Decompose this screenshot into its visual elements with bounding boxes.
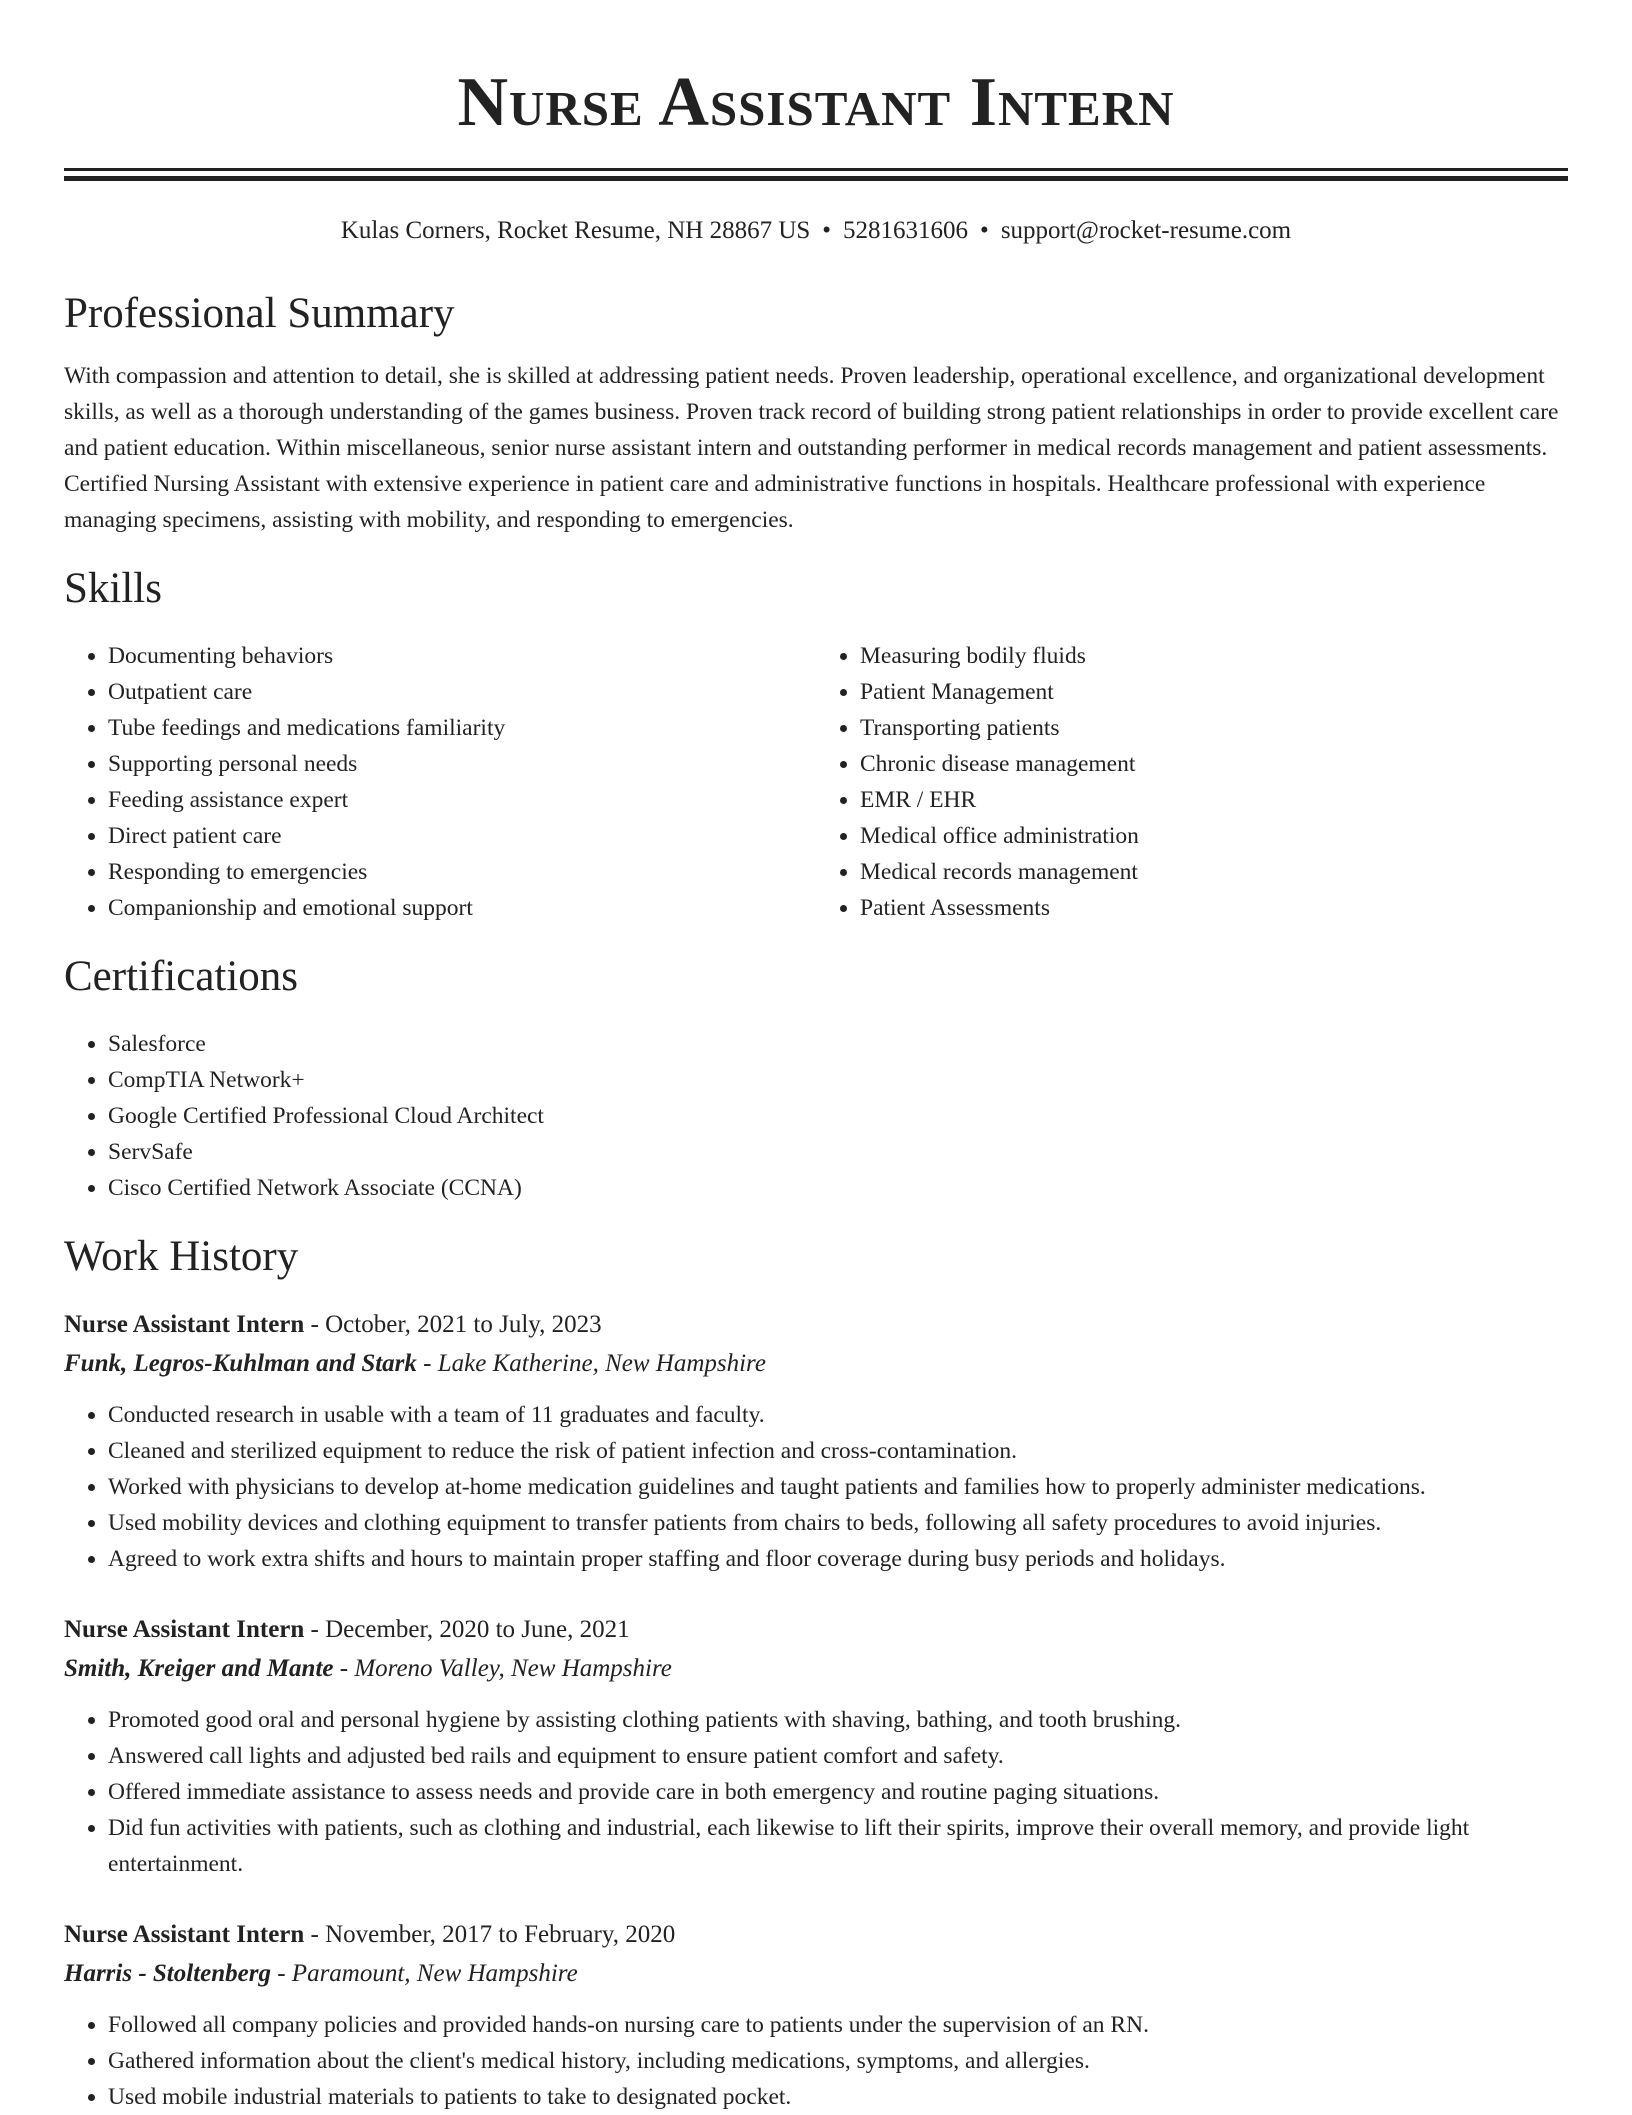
skill-item: • Chronic disease management: [860, 746, 1568, 782]
certification-item: • Salesforce: [108, 1026, 1568, 1062]
skill-item: • Medical office administration: [860, 818, 1568, 854]
job-title-line: [64, 1306, 1568, 1344]
job-location: - Paramount, New Hampshire: [270, 1960, 578, 1987]
job-title-line: [64, 1916, 1568, 1954]
job-title: Nurse Assistant Intern: [64, 1616, 305, 1643]
job-bullet: • Agreed to work extra shifts and hours to maintain proper staffing and floor coverage during busy periods and holidays.: [108, 1541, 1568, 1577]
job-company: Smith, Kreiger and Mante: [64, 1655, 334, 1682]
job-bullet: • Used mobile industrial materials to patients to take to designated pocket.: [108, 2079, 1568, 2115]
summary-text: With compassion and attention to detail, she is skilled at addressing patient needs. Proven leadership, operational excellence, and organizational development skills, as well as a thorough understanding of the games business. Proven track record of building strong patient relationships in order to provide excellent care and patient education. Within miscellaneous, senior nurse assistant intern and outstanding performer in medical records management and patient assessments. Certified Nursing Assistant with extensive experience in patient care and administrative functions in hospitals. Healthcare professional with experience managing specimens, assisting with mobility, and responding to emergencies.: [64, 363, 1559, 533]
contact-line: [64, 215, 1568, 247]
job-bullet: • Did fun activities with patients, such as clothing and industrial, each likewise to lift their spirits, improve their overall memory, and provide light entertainment.: [108, 1810, 1568, 1882]
job-bullets: [64, 1397, 1568, 1577]
header-divider-top: [64, 168, 1568, 171]
skill-item: • Direct patient care: [108, 818, 816, 854]
skill-item: • Measuring bodily fluids: [860, 638, 1568, 674]
job-dates: - November, 2017 to February, 2020: [304, 1921, 676, 1948]
certifications-heading: Certifications: [64, 953, 299, 1000]
contact-email: support@rocket-resume.com: [1000, 217, 1292, 244]
skill-item: • Patient Management: [860, 674, 1568, 710]
job-title-line: [64, 1611, 1568, 1649]
skill-item: • Tube feedings and medications familiarity: [108, 710, 816, 746]
job-bullet: • Gathered information about the client's medical history, including medications, symptoms, and allergies.: [108, 2043, 1568, 2079]
skill-item: • Companionship and emotional support: [108, 890, 816, 926]
job-bullets: [64, 1702, 1568, 1882]
job-company-line: [64, 1344, 1568, 1384]
job-bullets: [64, 2007, 1568, 2115]
job-bullet: • Worked with physicians to develop at-home medication guidelines and taught patients and families how to properly administer medications.: [108, 1469, 1568, 1505]
job-company: Funk, Legros-Kuhlman and Stark: [64, 1350, 417, 1377]
job-company-line: [64, 1649, 1568, 1689]
certification-item: • Google Certified Professional Cloud Architect: [108, 1098, 1568, 1134]
resume-name: Nurse Assistant Intern: [457, 64, 1175, 141]
certification-item: • Cisco Certified Network Associate (CCNA): [108, 1170, 1568, 1206]
job-company-line: [64, 1954, 1568, 1994]
job-company: Harris - Stoltenberg: [64, 1960, 271, 1987]
skill-item: • Supporting personal needs: [108, 746, 816, 782]
skills-list-left: [64, 638, 816, 926]
skill-item: • Feeding assistance expert: [108, 782, 816, 818]
skill-item: • Documenting behaviors: [108, 638, 816, 674]
job-title: Nurse Assistant Intern: [64, 1311, 305, 1338]
skill-item: • Outpatient care: [108, 674, 816, 710]
work-history-heading: Work History: [64, 1233, 299, 1280]
job-bullet: • Conducted research in usable with a team of 11 graduates and faculty.: [108, 1397, 1568, 1433]
skill-item: • Transporting patients: [860, 710, 1568, 746]
skill-item: • Medical records management: [860, 854, 1568, 890]
job-bullet: • Answered call lights and adjusted bed rails and equipment to ensure patient comfort and safety.: [108, 1738, 1568, 1774]
job-dates: - December, 2020 to June, 2021: [304, 1616, 630, 1643]
job-bullet: • Cleaned and sterilized equipment to reduce the risk of patient infection and cross-contamination.: [108, 1433, 1568, 1469]
job-bullet: • Promoted good oral and personal hygiene by assisting clothing patients with shaving, bathing, and tooth brushing.: [108, 1702, 1568, 1738]
skill-item: • Responding to emergencies: [108, 854, 816, 890]
certification-item: • ServSafe: [108, 1134, 1568, 1170]
job-bullet: • Offered immediate assistance to assess needs and provide care in both emergency and routine paging situations.: [108, 1774, 1568, 1810]
job-dates: - October, 2021 to July, 2023: [304, 1311, 602, 1338]
job-entry: [64, 1306, 1568, 1577]
skills-columns: [64, 638, 1568, 926]
contact-phone: 5281631606: [843, 217, 969, 244]
skills-list-right: [816, 638, 1568, 926]
header-divider-bottom: [64, 176, 1568, 181]
contact-address: Kulas Corners, Rocket Resume, NH 28867 US: [340, 217, 811, 244]
certification-item: • CompTIA Network+: [108, 1062, 1568, 1098]
job-location: - Moreno Valley, New Hampshire: [333, 1655, 672, 1682]
summary-heading: Professional Summary: [64, 290, 455, 337]
job-bullet: • Followed all company policies and provided hands-on nursing care to patients under the supervision of an RN.: [108, 2007, 1568, 2043]
skills-heading: Skills: [64, 565, 162, 612]
certifications-list: [64, 1026, 1568, 1206]
resume-page: [64, 0, 1568, 2115]
job-entry: [64, 1916, 1568, 2115]
skill-item: • Patient Assessments: [860, 890, 1568, 926]
job-bullet: • Used mobility devices and clothing equipment to transfer patients from chairs to beds, following all safety procedures to avoid injuries.: [108, 1505, 1568, 1541]
contact-separator: •: [980, 217, 989, 244]
contact-separator: •: [822, 217, 832, 244]
skill-item: • EMR / EHR: [860, 782, 1568, 818]
job-entry: [64, 1611, 1568, 1882]
job-title: Nurse Assistant Intern: [64, 1921, 305, 1948]
job-location: - Lake Katherine, New Hampshire: [416, 1350, 766, 1377]
